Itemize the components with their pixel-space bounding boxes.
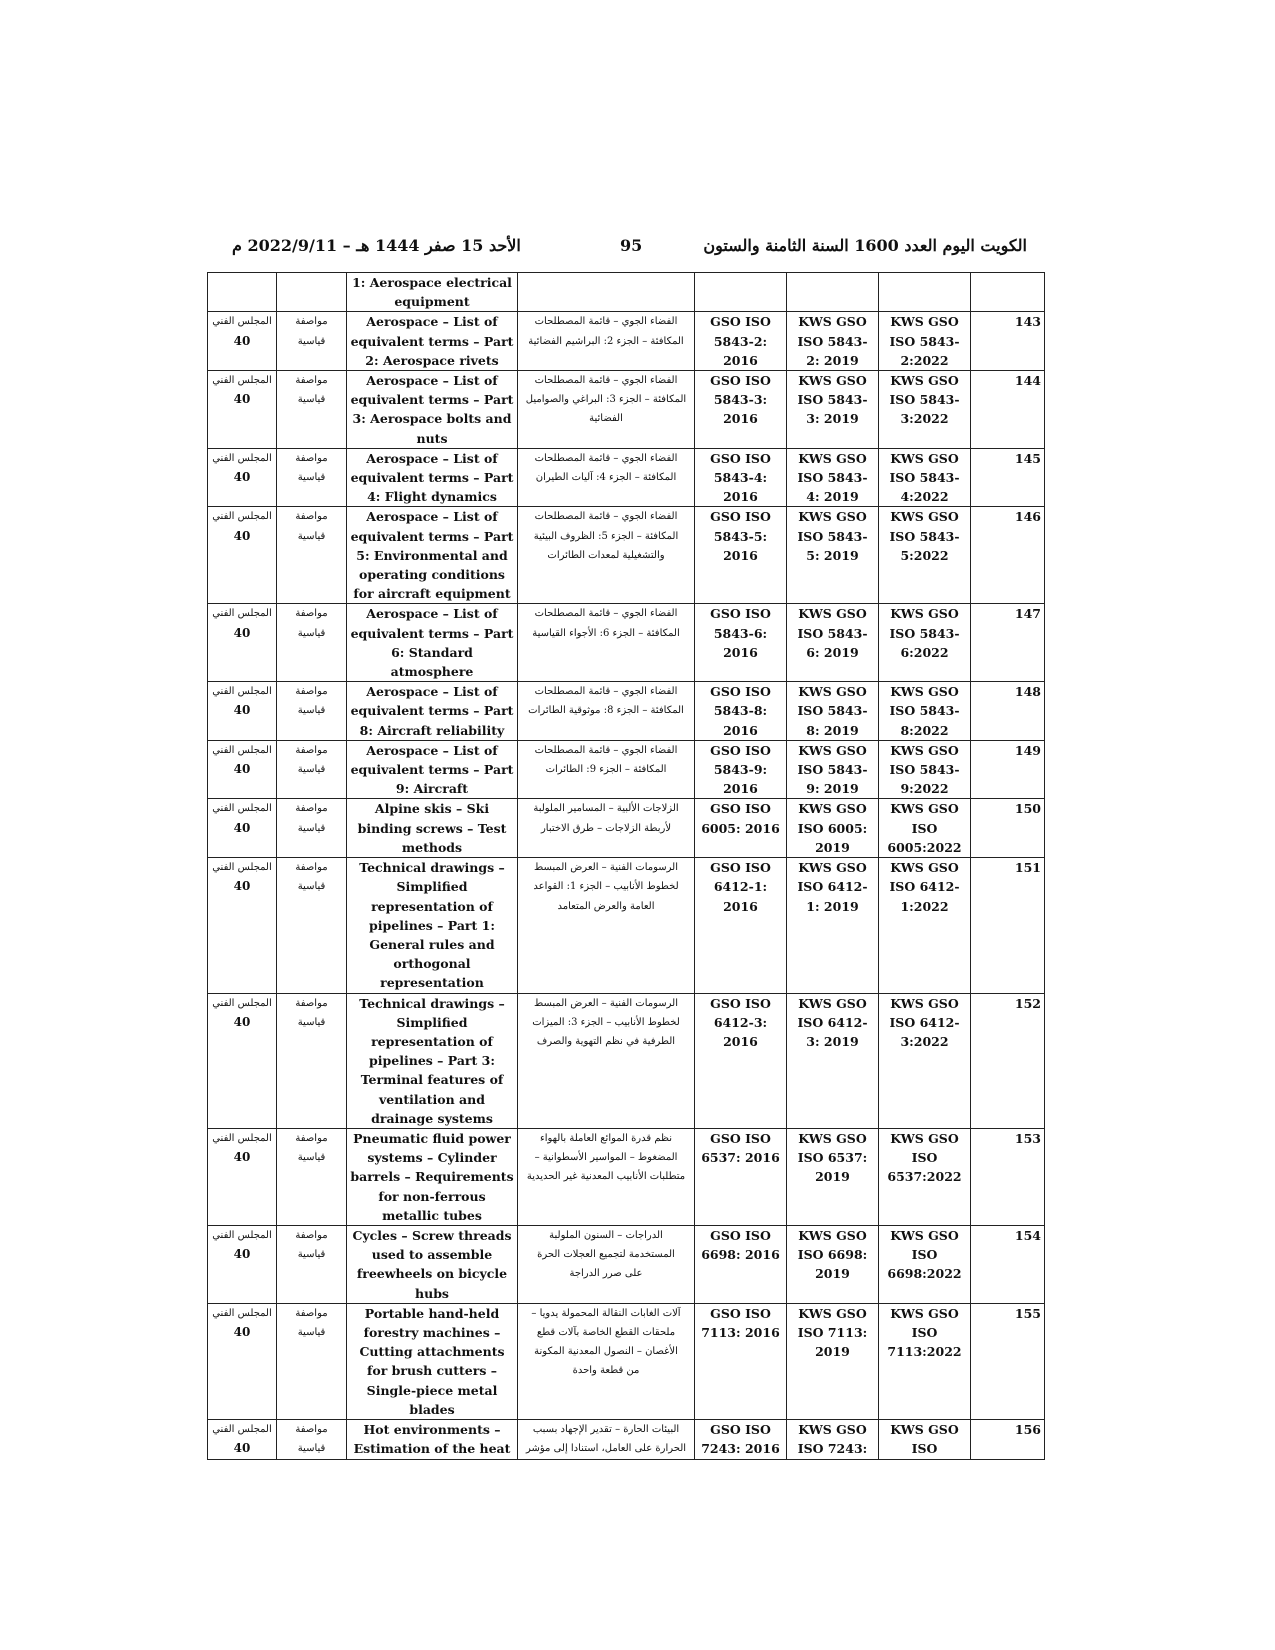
kws-2022-ref: KWS GSO ISO 6537:2022 bbox=[879, 1128, 971, 1225]
arabic-title: الفضاء الجوي – قائمة المصطلحات المكافئة – الجزء 9: الطائرات bbox=[518, 740, 695, 799]
gso-ref: GSO ISO 6537: 2016 bbox=[695, 1128, 787, 1225]
council-number: 40 bbox=[233, 392, 251, 407]
kws-2019-ref: KWS GSO ISO 6005: 2019 bbox=[787, 799, 879, 858]
council-number: 40 bbox=[233, 820, 251, 835]
kws-2022-ref: KWS GSO ISO 5843- 9:2022 bbox=[879, 740, 971, 799]
council bbox=[208, 1225, 277, 1303]
council-label: المجلس الفني bbox=[212, 316, 272, 328]
council-label: المجلس الفني bbox=[212, 375, 272, 387]
english-title: Alpine skis – Ski binding screws – Test methods bbox=[347, 799, 518, 858]
kws-2022-ref: KWS GSO ISO 7113:2022 bbox=[879, 1303, 971, 1419]
kws-2019-ref: KWS GSO ISO 6412- 3: 2019 bbox=[787, 993, 879, 1128]
council-label: المجلس الفني bbox=[212, 686, 272, 698]
gso-ref: GSO ISO 7243: 2016 bbox=[695, 1419, 787, 1459]
kws-2019-ref: KWS GSO ISO 5843- 6: 2019 bbox=[787, 604, 879, 682]
type: مواصفة قياسية bbox=[277, 448, 347, 507]
row-number: 147 bbox=[971, 604, 1045, 682]
gso-ref: GSO ISO 5843-5: 2016 bbox=[695, 507, 787, 604]
standards-table bbox=[207, 272, 1045, 1460]
gso-ref: GSO ISO 6005: 2016 bbox=[695, 799, 787, 858]
table-row bbox=[208, 1419, 1045, 1459]
type: مواصفة قياسية bbox=[277, 1128, 347, 1225]
council-label: المجلس الفني bbox=[212, 997, 272, 1009]
gso-ref: GSO ISO 6412-3: 2016 bbox=[695, 993, 787, 1128]
page-header bbox=[232, 236, 1027, 262]
row-number: 144 bbox=[971, 371, 1045, 449]
council-number: 40 bbox=[233, 528, 251, 543]
arabic-title: الفضاء الجوي – قائمة المصطلحات المكافئة – الجزء 3: البراغي والصواميل الفضائية bbox=[518, 371, 695, 449]
council-number: 40 bbox=[233, 879, 251, 894]
council-number: 40 bbox=[233, 625, 251, 640]
arabic-title: نظم قدرة الموائع العاملة بالهواء المضغوط – المواسير الأسطوانية – متطلبات الأنابيب المعدنية غير الحديدية bbox=[518, 1128, 695, 1225]
council-number: 40 bbox=[233, 1014, 251, 1029]
arabic-title: الرسومات الفنية – العرض المبسط لخطوط الأنابيب – الجزء 3: الميزات الطرفية في نظم التهوية والصرف bbox=[518, 993, 695, 1128]
table-row bbox=[208, 993, 1045, 1128]
type: مواصفة قياسية bbox=[277, 799, 347, 858]
row-number: 154 bbox=[971, 1225, 1045, 1303]
english-title: Technical drawings – Simplified representation of pipelines – Part 3: Terminal features of ventilation and drainage systems bbox=[347, 993, 518, 1128]
council-label: المجلس الفني bbox=[212, 511, 272, 523]
header-date: الأحد 15 صفر 1444 هـ – 2022/9/11 م bbox=[232, 236, 521, 255]
english-title: Portable hand-held forestry machines – Cutting attachments for brush cutters – Single-piece metal blades bbox=[347, 1303, 518, 1419]
english-title: Aerospace – List of equivalent terms – Part 6: Standard atmosphere bbox=[347, 604, 518, 682]
kws-2022-ref: KWS GSO ISO 5843- 5:2022 bbox=[879, 507, 971, 604]
council bbox=[208, 312, 277, 371]
gso-ref: GSO ISO 5843-4: 2016 bbox=[695, 448, 787, 507]
council-label: المجلس الفني bbox=[212, 744, 272, 756]
type: مواصفة قياسية bbox=[277, 1419, 347, 1459]
kws-2022-ref: KWS GSO ISO 5843- 6:2022 bbox=[879, 604, 971, 682]
arabic-title: الفضاء الجوي – قائمة المصطلحات المكافئة – الجزء 8: موثوقية الطائرات bbox=[518, 682, 695, 741]
kws-2022-ref: KWS GSO ISO 5843- 8:2022 bbox=[879, 682, 971, 741]
table-row bbox=[208, 1128, 1045, 1225]
table-row bbox=[208, 682, 1045, 741]
council-label: المجلس الفني bbox=[212, 608, 272, 620]
header-issue: الكويت اليوم العدد 1600 السنة الثامنة والستون bbox=[703, 236, 1027, 255]
type: مواصفة قياسية bbox=[277, 993, 347, 1128]
council bbox=[208, 993, 277, 1128]
kws-2019-ref: KWS GSO ISO 5843- 5: 2019 bbox=[787, 507, 879, 604]
english-title: Pneumatic fluid power systems – Cylinder barrels – Requirements for non-ferrous metallic tubes bbox=[347, 1128, 518, 1225]
gso-ref: GSO ISO 5843-8: 2016 bbox=[695, 682, 787, 741]
gso-ref: GSO ISO 5843-2: 2016 bbox=[695, 312, 787, 371]
council-number: 40 bbox=[233, 470, 251, 485]
council-label: المجلس الفني bbox=[212, 862, 272, 874]
arabic-title: الرسومات الفنية – العرض المبسط لخطوط الأنابيب – الجزء 1: القواعد العامة والعرض المتعامد bbox=[518, 858, 695, 993]
table-row bbox=[208, 604, 1045, 682]
kws-2019-ref: KWS GSO ISO 6537: 2019 bbox=[787, 1128, 879, 1225]
row-number: 155 bbox=[971, 1303, 1045, 1419]
council bbox=[208, 507, 277, 604]
arabic-title: الدراجات – السنون الملولبة المستخدمة لتجميع العجلات الحرة على صرر الدراجة bbox=[518, 1225, 695, 1303]
council-label: المجلس الفني bbox=[212, 1423, 272, 1435]
council-number: 40 bbox=[233, 1324, 251, 1339]
kws-2019-ref: KWS GSO ISO 5843- 3: 2019 bbox=[787, 371, 879, 449]
arabic-title: الفضاء الجوي – قائمة المصطلحات المكافئة – الجزء 6: الأجواء القياسية bbox=[518, 604, 695, 682]
english-title: Aerospace – List of equivalent terms – Part 8: Aircraft reliability bbox=[347, 682, 518, 741]
kws-2022-ref: KWS GSO ISO 6412- 1:2022 bbox=[879, 858, 971, 993]
council bbox=[208, 799, 277, 858]
table-row bbox=[208, 1303, 1045, 1419]
row-number: 148 bbox=[971, 682, 1045, 741]
table-row-continued bbox=[208, 273, 1045, 312]
page-number: 95 bbox=[620, 236, 643, 255]
council-number: 40 bbox=[233, 1247, 251, 1262]
council-number: 40 bbox=[233, 762, 251, 777]
type: مواصفة قياسية bbox=[277, 604, 347, 682]
council bbox=[208, 1419, 277, 1459]
type: مواصفة قياسية bbox=[277, 1225, 347, 1303]
english-title: Hot environments – Estimation of the heat bbox=[347, 1419, 518, 1459]
council-label: المجلس الفني bbox=[212, 803, 272, 815]
council-label: المجلس الفني bbox=[212, 1307, 272, 1319]
arabic-title: آلات الغابات النقالة المحمولة يدويا – ملحقات القطع الخاصة بآلات قطع الأغصان – النصول المعدنية المكونة من قطعة واحدة bbox=[518, 1303, 695, 1419]
gso-ref: GSO ISO 6698: 2016 bbox=[695, 1225, 787, 1303]
kws-2019-ref: KWS GSO ISO 6412- 1: 2019 bbox=[787, 858, 879, 993]
council bbox=[208, 1303, 277, 1419]
row-number: 151 bbox=[971, 858, 1045, 993]
english-title: Aerospace – List of equivalent terms – Part 9: Aircraft bbox=[347, 740, 518, 799]
council-label: المجلس الفني bbox=[212, 1229, 272, 1241]
table-row bbox=[208, 1225, 1045, 1303]
kws-2019-ref: KWS GSO ISO 5843- 8: 2019 bbox=[787, 682, 879, 741]
row-number: 146 bbox=[971, 507, 1045, 604]
type: مواصفة قياسية bbox=[277, 312, 347, 371]
type: مواصفة قياسية bbox=[277, 740, 347, 799]
english-title: Technical drawings – Simplified representation of pipelines – Part 1: General rules and orthogonal representation bbox=[347, 858, 518, 993]
english-title: Cycles – Screw threads used to assemble freewheels on bicycle hubs bbox=[347, 1225, 518, 1303]
council bbox=[208, 604, 277, 682]
english-title: 1: Aerospace electrical equipment bbox=[347, 273, 518, 312]
kws-2019-ref: KWS GSO ISO 5843- 4: 2019 bbox=[787, 448, 879, 507]
council bbox=[208, 1128, 277, 1225]
kws-2019-ref: KWS GSO ISO 5843- 2: 2019 bbox=[787, 312, 879, 371]
row-number: 150 bbox=[971, 799, 1045, 858]
english-title: Aerospace – List of equivalent terms – Part 5: Environmental and operating conditions for aircraft equipment bbox=[347, 507, 518, 604]
english-title: Aerospace – List of equivalent terms – Part 3: Aerospace bolts and nuts bbox=[347, 371, 518, 449]
gso-ref: GSO ISO 6412-1: 2016 bbox=[695, 858, 787, 993]
kws-2022-ref: KWS GSO ISO 5843- 3:2022 bbox=[879, 371, 971, 449]
type: مواصفة قياسية bbox=[277, 507, 347, 604]
kws-2022-ref: KWS GSO ISO bbox=[879, 1419, 971, 1459]
arabic-title: الزلاجات الألبية – المسامير الملولبة لأربطة الزلاجات – طرق الاختبار bbox=[518, 799, 695, 858]
council bbox=[208, 740, 277, 799]
council-number: 40 bbox=[233, 333, 251, 348]
council-number: 40 bbox=[233, 1150, 251, 1165]
council-number: 40 bbox=[233, 1441, 251, 1456]
type: مواصفة قياسية bbox=[277, 858, 347, 993]
gso-ref: GSO ISO 5843-3: 2016 bbox=[695, 371, 787, 449]
kws-2019-ref: KWS GSO ISO 7113: 2019 bbox=[787, 1303, 879, 1419]
arabic-title: الفضاء الجوي – قائمة المصطلحات المكافئة – الجزء 5: الظروف البيئية والتشغيلية لمعدات الطائرات bbox=[518, 507, 695, 604]
gso-ref: GSO ISO 5843-9: 2016 bbox=[695, 740, 787, 799]
table-row bbox=[208, 371, 1045, 449]
kws-2019-ref: KWS GSO ISO 5843- 9: 2019 bbox=[787, 740, 879, 799]
table-row bbox=[208, 448, 1045, 507]
council bbox=[208, 682, 277, 741]
table-row bbox=[208, 799, 1045, 858]
kws-2022-ref: KWS GSO ISO 6005:2022 bbox=[879, 799, 971, 858]
english-title: Aerospace – List of equivalent terms – Part 4: Flight dynamics bbox=[347, 448, 518, 507]
table-row bbox=[208, 312, 1045, 371]
type: مواصفة قياسية bbox=[277, 371, 347, 449]
english-title: Aerospace – List of equivalent terms – Part 2: Aerospace rivets bbox=[347, 312, 518, 371]
gso-ref: GSO ISO 5843-6: 2016 bbox=[695, 604, 787, 682]
type: مواصفة قياسية bbox=[277, 682, 347, 741]
kws-2022-ref: KWS GSO ISO 6698:2022 bbox=[879, 1225, 971, 1303]
table-row bbox=[208, 858, 1045, 993]
row-number: 156 bbox=[971, 1419, 1045, 1459]
kws-2022-ref: KWS GSO ISO 6412- 3:2022 bbox=[879, 993, 971, 1128]
council-label: المجلس الفني bbox=[212, 1132, 272, 1144]
arabic-title: الفضاء الجوي – قائمة المصطلحات المكافئة – الجزء 2: البراشيم الفضائية bbox=[518, 312, 695, 371]
row-number: 152 bbox=[971, 993, 1045, 1128]
row-number: 153 bbox=[971, 1128, 1045, 1225]
row-number: 149 bbox=[971, 740, 1045, 799]
council-number: 40 bbox=[233, 703, 251, 718]
row-number: 143 bbox=[971, 312, 1045, 371]
council bbox=[208, 371, 277, 449]
kws-2019-ref: KWS GSO ISO 6698: 2019 bbox=[787, 1225, 879, 1303]
council-label: المجلس الفني bbox=[212, 452, 272, 464]
council bbox=[208, 858, 277, 993]
kws-2022-ref: KWS GSO ISO 5843- 4:2022 bbox=[879, 448, 971, 507]
kws-2022-ref: KWS GSO ISO 5843- 2:2022 bbox=[879, 312, 971, 371]
council bbox=[208, 448, 277, 507]
type: مواصفة قياسية bbox=[277, 1303, 347, 1419]
row-number: 145 bbox=[971, 448, 1045, 507]
table-row bbox=[208, 740, 1045, 799]
arabic-title: البيئات الحارة – تقدير الإجهاد بسبب الحرارة على العامل، استنادا إلى مؤشر bbox=[518, 1419, 695, 1459]
table-row bbox=[208, 507, 1045, 604]
kws-2019-ref: KWS GSO ISO 7243: bbox=[787, 1419, 879, 1459]
arabic-title: الفضاء الجوي – قائمة المصطلحات المكافئة – الجزء 4: آليات الطيران bbox=[518, 448, 695, 507]
gso-ref: GSO ISO 7113: 2016 bbox=[695, 1303, 787, 1419]
